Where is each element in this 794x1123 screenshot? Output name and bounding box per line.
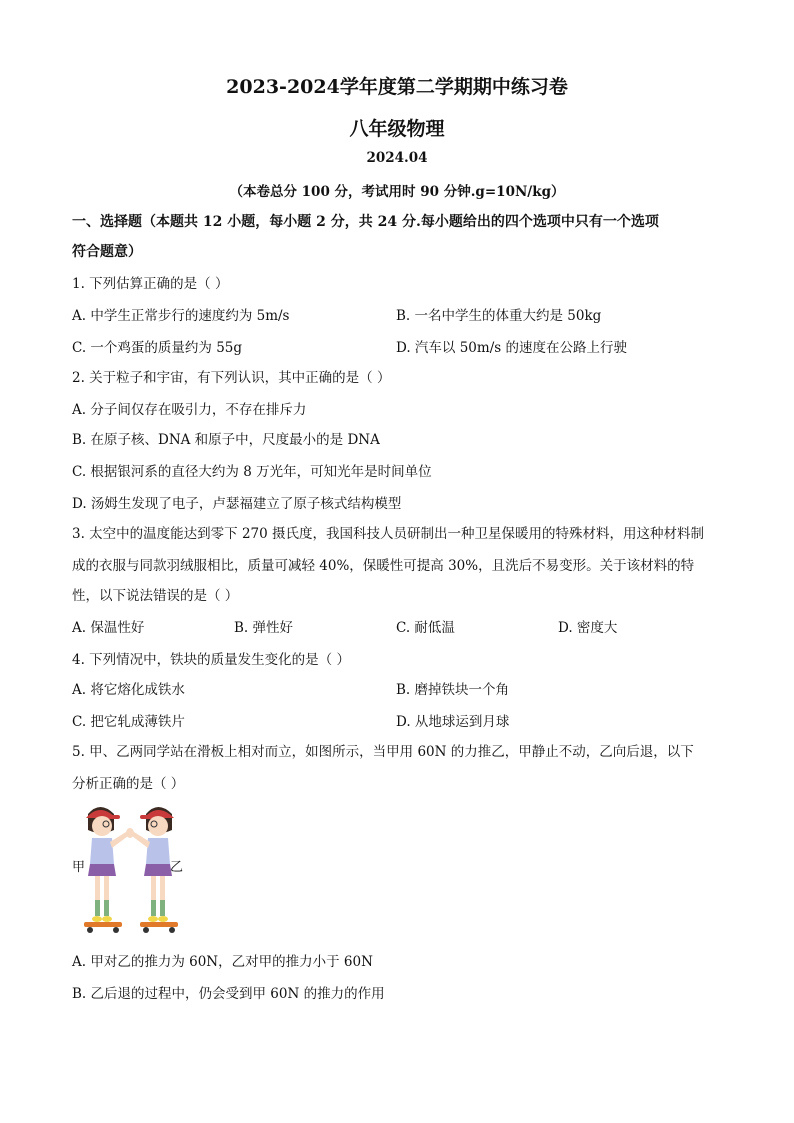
question-3-option-a: A. 保温性好: [72, 620, 145, 636]
question-2-option-c: C. 根据银河系的直径大约为 8 万光年，可知光年是时间单位: [72, 464, 432, 480]
section-heading-line1: 一、选择题（本题共 12 小题，每小题 2 分，共 24 分.每小题给出的四个选项中只有一个选项: [72, 214, 659, 230]
skateboard-figure: [70, 800, 190, 940]
question-3-stem-line3: 性，以下说法错误的是（ ）: [72, 588, 239, 604]
question-3-stem-line2: 成的衣服与同款羽绒服相比，质量可减轻 40%，保暖性可提高 30%，且洗后不易变形。关于该材料的特: [72, 558, 695, 574]
question-1-option-d: D. 汽车以 50m/s 的速度在公路上行驶: [396, 340, 627, 356]
exam-note: （本卷总分 100 分，考试用时 90 分钟.g=10N/kg）: [229, 184, 565, 200]
question-2-option-a: A. 分子间仅存在吸引力，不存在排斥力: [72, 402, 307, 418]
question-5-stem-line1: 5. 甲、乙两同学站在滑板上相对而立，如图所示，当甲用 60N 的力推乙，甲静止不动，乙向后退，以下: [72, 744, 694, 760]
question-5-stem-line2: 分析正确的是（ ）: [72, 776, 185, 792]
question-1-stem: 1. 下列估算正确的是（ ）: [72, 276, 229, 292]
question-4-option-d: D. 从地球运到月球: [396, 714, 510, 730]
question-1-option-c: C. 一个鸡蛋的质量约为 55g: [72, 340, 243, 356]
question-5-option-a: A. 甲对乙的推力为 60N，乙对甲的推力小于 60N: [72, 954, 373, 970]
question-3-option-d: D. 密度大: [558, 620, 618, 636]
question-3-stem-line1: 3. 太空中的温度能达到零下 270 摄氏度，我国科技人员研制出一种卫星保暖用的特殊材料，用这种材料制: [72, 526, 705, 542]
figure-label-yi: 乙: [170, 860, 184, 875]
question-1-option-a: A. 中学生正常步行的速度约为 5m/s: [72, 308, 290, 324]
exam-title: 2023-2024学年度第二学期期中练习卷: [226, 76, 568, 98]
question-2-option-d: D. 汤姆生发现了电子，卢瑟福建立了原子核式结构模型: [72, 496, 402, 512]
question-4-option-c: C. 把它轧成薄铁片: [72, 714, 185, 730]
question-2-stem: 2. 关于粒子和宇宙，有下列认识，其中正确的是（ ）: [72, 370, 391, 386]
question-1-option-b: B. 一名中学生的体重大约是 50kg: [396, 308, 602, 324]
question-3-option-b: B. 弹性好: [234, 620, 294, 636]
question-3-option-c: C. 耐低温: [396, 620, 455, 636]
exam-date: 2024.04: [366, 150, 428, 166]
section-heading-line2: 符合题意）: [72, 244, 142, 260]
question-4-stem: 4. 下列情况中，铁块的质量发生变化的是（ ）: [72, 652, 350, 668]
question-4-option-b: B. 磨掉铁块一个角: [396, 682, 510, 698]
girl-jia-figure: [84, 807, 128, 933]
question-2-option-b: B. 在原子核、DNA 和原子中，尺度最小的是 DNA: [72, 432, 380, 448]
figure-label-jia: 甲: [72, 860, 86, 875]
exam-subject: 八年级物理: [349, 118, 445, 140]
question-5-option-b: B. 乙后退的过程中，仍会受到甲 60N 的推力的作用: [72, 986, 385, 1002]
question-4-option-a: A. 将它熔化成铁水: [72, 682, 185, 698]
